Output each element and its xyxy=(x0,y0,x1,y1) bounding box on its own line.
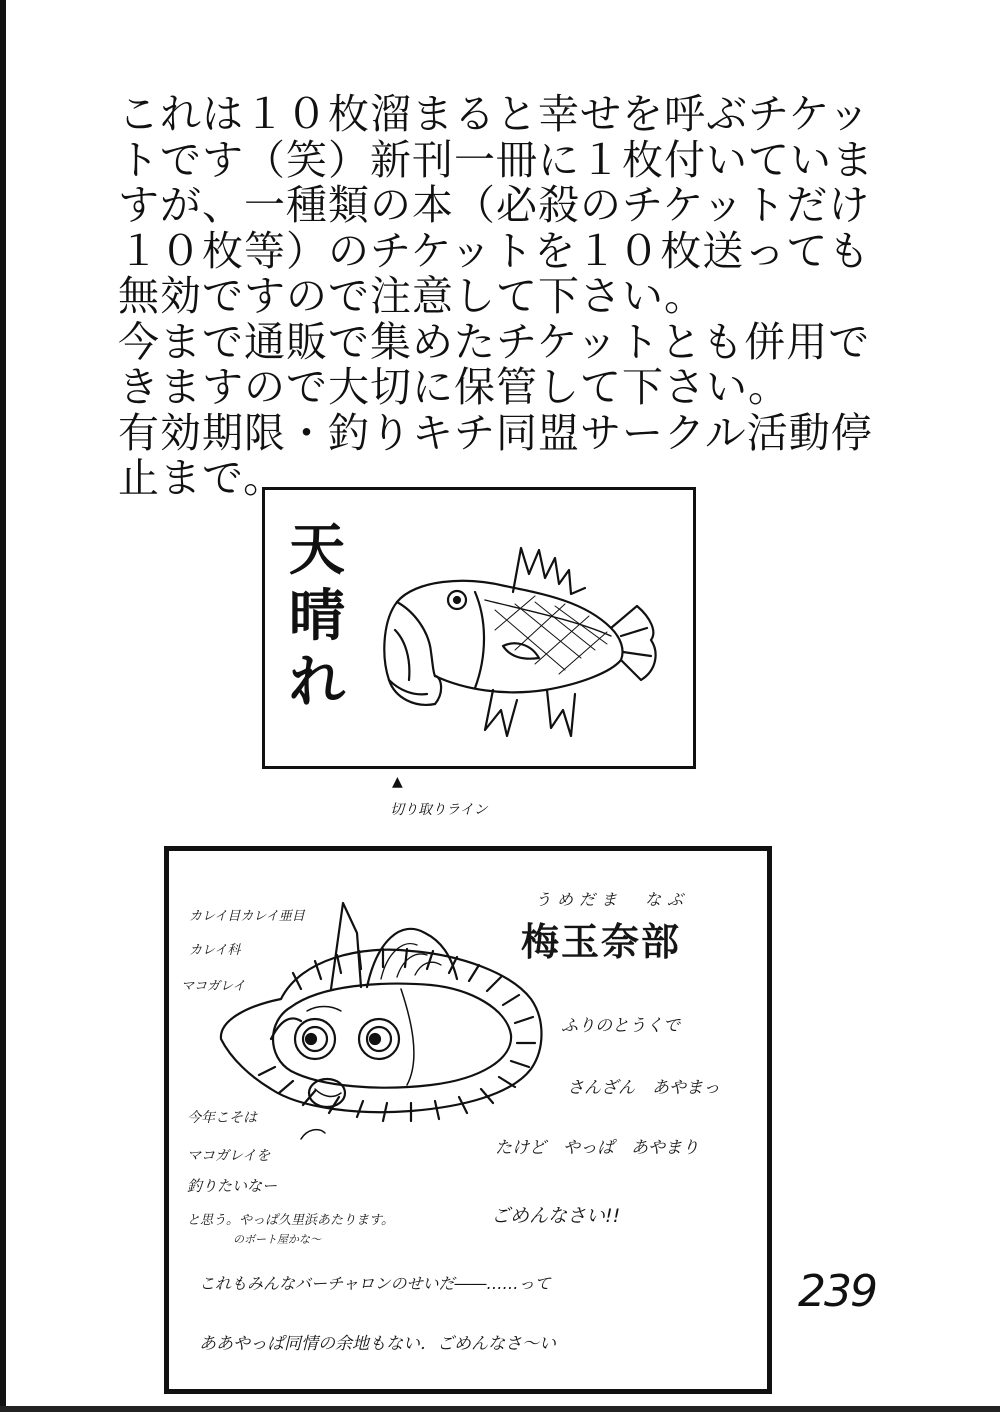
wish-line: マコガレイを xyxy=(187,1148,271,1164)
wish-line: と思う。やっぱ久里浜あたります。 xyxy=(187,1213,394,1228)
bottom-line: これもみんなバーチャロンのせいだ――……って xyxy=(199,1274,551,1293)
character-name: 梅玉奈部 xyxy=(521,919,682,964)
intro-line: 今まで通販で集めたチケットとも併用で xyxy=(118,317,871,366)
page-edge-left xyxy=(0,0,6,1412)
intro-text xyxy=(118,92,878,502)
intro-line: トです（笑）新刊一冊に１枚付いていま xyxy=(118,135,874,184)
intro-line: 有効期限・釣りキチ同盟サークル活動停 xyxy=(118,408,873,457)
ticket-title-char: 晴 xyxy=(289,584,345,649)
comment-line: さんざん あやまっ xyxy=(567,1078,720,1098)
intro-line: きますので大切に保管して下さい。 xyxy=(118,363,790,411)
bottom-line: ああやっぱ同情の余地もない．ごめんなさ～い xyxy=(199,1334,556,1354)
page-number: 239 xyxy=(798,1266,876,1317)
intro-line: １０枚等）のチケットを１０枚送っても xyxy=(118,226,871,275)
taxonomy-order: カレイ目カレイ亜目 xyxy=(189,909,305,924)
taxonomy-family: カレイ科 xyxy=(189,943,241,958)
ticket-coupon xyxy=(262,487,696,769)
intro-line: これは１０枚溜まると幸せを呼ぶチケッ xyxy=(118,90,871,138)
bass-fish-illustration xyxy=(375,540,675,745)
flounder-fish-illustration xyxy=(211,889,551,1159)
wish-line: 今年こそは xyxy=(187,1110,257,1126)
page-edge-bottom xyxy=(0,1406,1000,1412)
intro-line: 無効ですので注意して下さい。 xyxy=(118,272,706,320)
intro-line: すが、一種類の本（必殺のチケットだけ xyxy=(118,181,871,229)
name-ruby: うめだま なぶ xyxy=(535,890,690,909)
ticket-title xyxy=(287,518,347,716)
comment-line: ふりのとうくで xyxy=(561,1016,680,1036)
comment-line: ごめんなさい!! xyxy=(491,1205,621,1227)
ticket-title-char: れ xyxy=(289,650,345,715)
taxonomy-species: マコガレイ xyxy=(181,979,246,994)
ticket-title-char: 天 xyxy=(289,518,345,583)
intro-line: 止まで。 xyxy=(118,454,286,502)
comment-line: たけど やっぱ あやまり xyxy=(495,1138,699,1158)
cut-line-label: 切り取りライン xyxy=(390,802,488,818)
wish-line: のボート屋かな～ xyxy=(233,1233,321,1246)
flounder-profile-box xyxy=(164,846,772,1394)
cut-line-marker xyxy=(390,775,530,819)
wish-line: 釣りたいなー xyxy=(187,1177,278,1195)
cut-arrow-icon: ▲ xyxy=(392,774,403,790)
